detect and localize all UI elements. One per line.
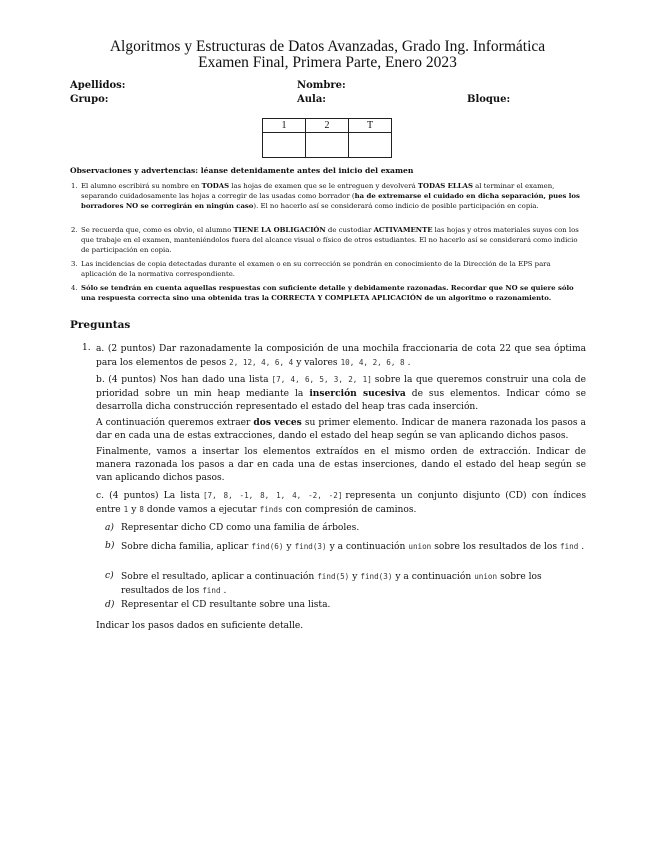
observation-item: 3. Las incidencias de copia detectadas durante el examen o en su corrección se pondrán en conocimiento de la Dirección de la EPS para aplicación de la normativa correspondiente.	[71, 260, 551, 278]
question-part-a: a. (2 puntos) Dar razonadamente la composición de una mochila fraccionaria de cota 22 que sea óptima para los elementos de pesos 2, 12, 4, 6, 4 y valores 10, 4, 2, 6, 8 .	[96, 344, 586, 368]
grupo-label: Grupo:	[70, 94, 109, 105]
question-number: 1.	[82, 343, 91, 353]
observation-number: 1.	[71, 182, 78, 190]
grade-header-1: 1	[263, 119, 306, 133]
subquestion-item: a) Representar dicho CD como una familia de árboles.	[105, 523, 360, 533]
exam-title: Algoritmos y Estructuras de Datos Avanzadas, Grado Ing. Informática	[109, 38, 546, 55]
observation-item: 1. El alumno escribirá su nombre en TODAS las hojas de examen que se le entreguen y devolverá TODAS ELLAS al terminar el examen, separando cuidadosamente las hojas a corregir de las usadas como borrador (ha de extremarse el cuidado en dicha separación, pues los borradores NO se corregirán en ningún caso). El no hacerlo así se considerará como indicio de posible participación en copia.	[71, 182, 580, 210]
aula-label: Aula:	[297, 94, 326, 105]
subquestion-item: d) Representar el CD resultante sobre una lista.	[105, 600, 331, 610]
observations-title: Observaciones y advertencias: léanse detenidamente antes del inicio del examen	[70, 166, 414, 175]
subquestion-item: b) Sobre dicha familia, aplicar find(6) y find(3) y a continuación union sobre los resultados de los find .	[105, 541, 585, 552]
final-instruction: Indicar los pasos dados en suficiente detalle.	[96, 621, 304, 631]
observation-item: 2. Se recuerda que, como es obvio, el alumno TIENE LA OBLIGACIÓN de custodiar ACTIVAMENTE las hojas y otros materiales suyos con los que trabaje en el examen, manteniéndolos fuera del alcance visual o físico de otros estudiantes. El no hacerlo así se considerará como indicio de participación en copia.	[71, 226, 579, 254]
grade-header-2: 2	[306, 119, 349, 133]
grade-cell-2	[306, 133, 349, 158]
observation-number: 4.	[71, 284, 78, 292]
observation-number: 3.	[71, 260, 78, 268]
grade-cell-total	[349, 133, 392, 158]
subquestion-item: c) Sobre el resultado, aplicar a continuación find(5) y find(3) y a continuación union sobre los resultados de los find .	[105, 571, 542, 596]
question-part-b: b. (4 puntos) Nos han dado una lista [7, 4, 6, 5, 3, 2, 1] sobre la que queremos construir una cola de prioridad sobre un min heap mediante la inserción sucesiva de sus elementos. Indicar cómo se desarrolla dicha construcción representado el estado del heap tras cada inserción.	[96, 375, 586, 412]
exam-subtitle: Examen Final, Primera Parte, Enero 2023	[198, 54, 457, 71]
grade-cell-1	[263, 133, 306, 158]
apellidos-label: Apellidos:	[70, 80, 126, 91]
observation-item: 4. Sólo se tendrán en cuenta aquellas respuestas con suficiente detalle y debidamente razonadas. Recordar que NO se quiere sólo una respuesta correcta sino una obtenida tras la CORRECTA Y COMPLETA APLICACIÓN de un algoritmo o razonamiento.	[71, 284, 574, 302]
preguntas-heading: Preguntas	[70, 319, 131, 331]
question-part-b-extraction: A continuación queremos extraer dos veces su primer elemento. Indicar de manera razonada los pasos a dar en cada una de estas extracciones, dando el estado del heap según se van aplicando dichos pasos.	[96, 417, 586, 441]
grade-header-total: T	[349, 119, 392, 133]
nombre-label: Nombre:	[297, 80, 346, 91]
question-part-b-insertion: Finalmente, vamos a insertar los elementos extraídos en el mismo orden de extracción. Indicar de manera razonada los pasos a dar en cada una de estas inserciones, dando el estado del heap según se van aplicando dichos pasos.	[96, 447, 586, 483]
bloque-label: Bloque:	[467, 94, 511, 105]
grades-table	[262, 118, 392, 158]
question-part-c: c. (4 puntos) La lista [7, 8, -1, 8, 1, 4, -2, -2] representa un conjunto disjunto (CD) con índices entre 1 y 8 donde vamos a ejecutar finds con compresión de caminos.	[96, 491, 586, 515]
observation-number: 2.	[71, 226, 78, 234]
